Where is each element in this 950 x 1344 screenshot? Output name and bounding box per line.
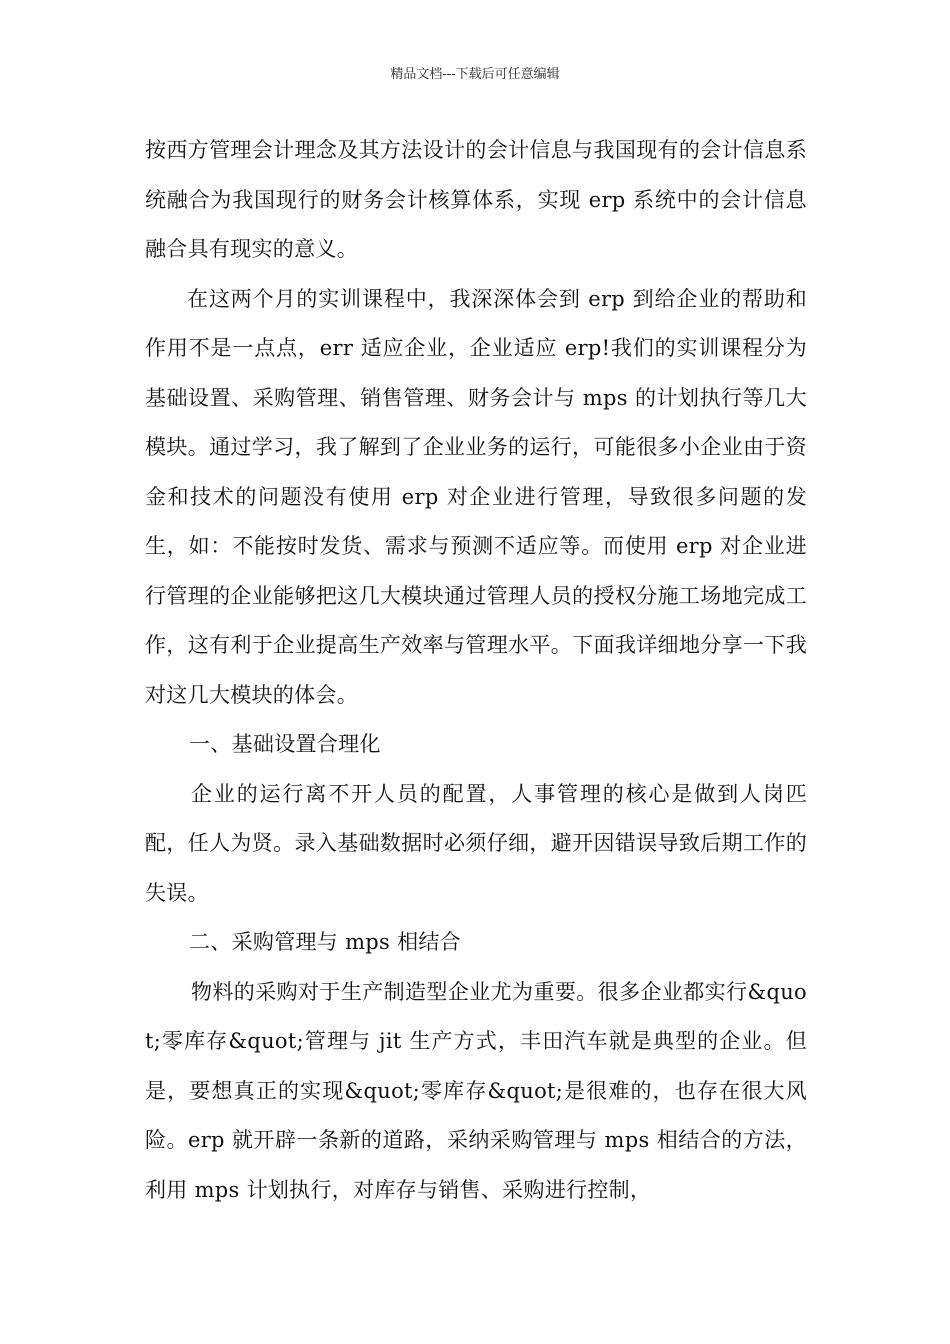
section-heading-purchasing-mps: 二、采购管理与 mps 相结合 xyxy=(189,930,461,954)
paragraph-basic-settings: 企业的运行离不开人员的配置，人事管理的核心是做到人岗匹配，任人为贤。录入基础数据时必须仔细，避开因错误导致后期工作的失误。 xyxy=(145,781,807,905)
document-body xyxy=(145,126,807,1215)
paragraph-training-overview: 在这两个月的实训课程中，我深深体会到 erp 到给企业的帮助和作用不是一点点，err 适应企业，企业适应 erp!我们的实训课程分为基础设置、采购管理、销售管理、财务会计与 mps 的计划执行等几大模块。通过学习，我了解到了企业业务的运行，可能很多小企业由于资金和技术的问题没有使用 erp 对企业进行管理，导致很多问题的发生，如：不能按时发货、需求与预测不适应等。而使用 erp 对企业进行管理的企业能够把这几大模块通过管理人员的授权分施工场地完成工作，这有利于企业提高生产效率与管理水平。下面我详细地分享一下我对这几大模块的体会。 xyxy=(145,286,807,707)
paragraph-purchasing-mps: 物料的采购对于生产制造型企业尤为重要。很多企业都实行&quot;零库存&quot;管理与 jit 生产方式，丰田汽车就是典型的企业。但是，要想真正的实现&quot;零库存&quot;是很难的，也存在很大风险。erp 就开辟一条新的道路，采纳采购管理与 mps 相结合的方法，利用 mps 计划执行，对库存与销售、采购进行控制， xyxy=(145,979,807,1202)
paragraph-intro: 按西方管理会计理念及其方法设计的会计信息与我国现有的会计信息系统融合为我国现行的财务会计核算体系，实现 erp 系统中的会计信息融合具有现实的意义。 xyxy=(145,138,807,261)
page-header: 精品文档---下载后可任意编辑 xyxy=(390,67,560,82)
section-heading-basic-settings: 一、基础设置合理化 xyxy=(189,732,381,756)
